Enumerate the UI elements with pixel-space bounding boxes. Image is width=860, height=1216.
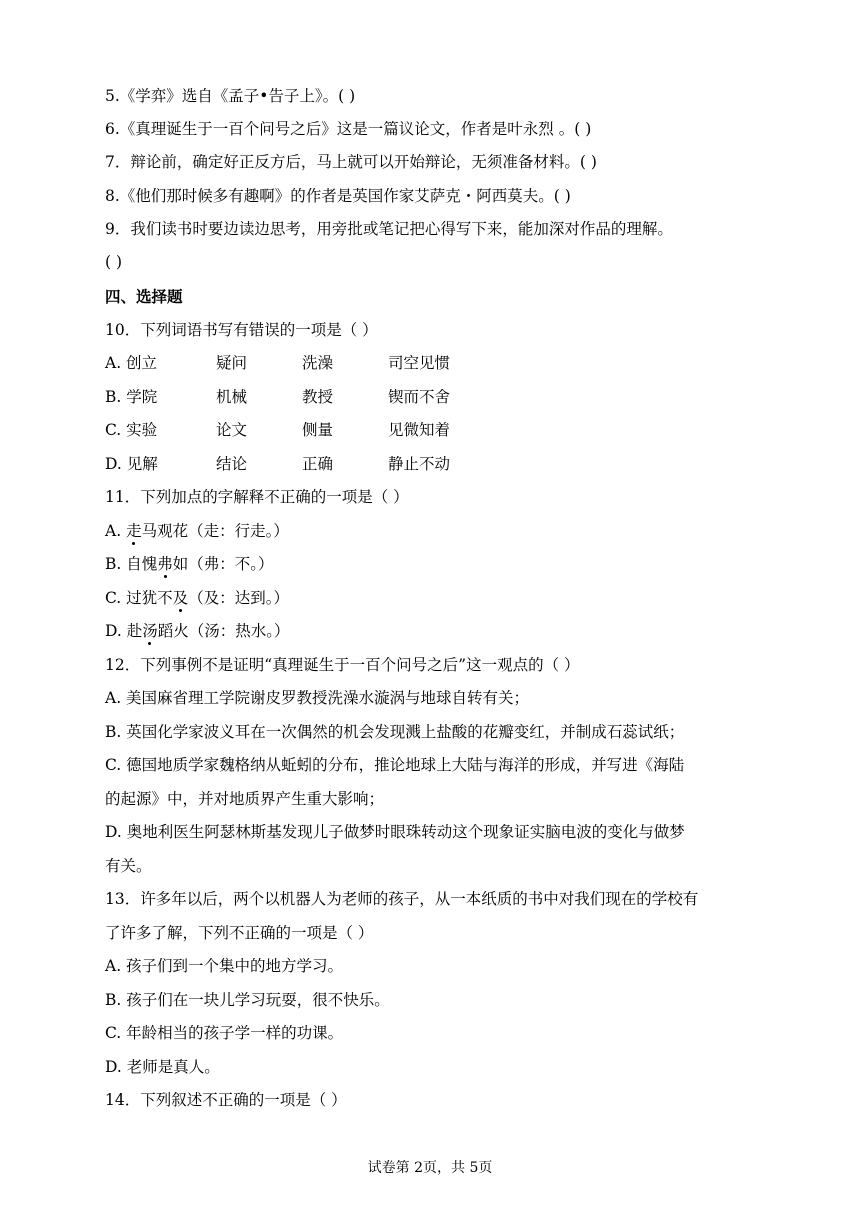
question-10-stem: 10．下列词语书写有错误的一项是（ ）	[105, 321, 378, 339]
question-9: 9．我们读书时要边读边思考，用旁批或笔记把心得写下来，能加深对作品的理解。	[105, 220, 673, 238]
option-prefix: B. 自愧	[105, 555, 158, 573]
question-9-answer-bracket: ( )	[105, 253, 123, 271]
question-12-option-d-line1: D. 奥地利医生阿瑟林斯基发现儿子做梦时眼珠转动这个现象证实脑电波的变化与做梦	[105, 823, 685, 841]
question-12-stem: 12．下列事例不是证明“真理诞生于一百个问号之后”这一观点的（ ）	[105, 656, 580, 674]
option-text: 马观花（走：行走。）	[141, 522, 289, 540]
option-word: A. 创立	[105, 354, 158, 372]
page-footer: 试卷第 2页，共 5页	[367, 1160, 493, 1176]
question-7: 7．辩论前，确定好正反方后，马上就可以开始辩论，无须准备材料。( )	[105, 153, 597, 171]
question-13-stem-line1: 13．许多年以后，两个以机器人为老师的孩子，从一本纸质的书中对我们现在的学校有	[105, 890, 699, 908]
question-12-option-c-line1: C. 德国地质学家魏格纳从蚯蚓的分布，推论地球上大陆与海洋的形成，并写进《海陆	[105, 756, 685, 774]
question-13-option-a: A. 孩子们到一个集中的地方学习。	[105, 957, 344, 975]
dotted-char: 及	[172, 589, 189, 607]
option-word: 疑问	[216, 354, 248, 372]
option-word: 侧量	[302, 421, 334, 439]
question-11-option-b	[105, 554, 274, 574]
option-prefix: A.	[105, 522, 127, 540]
question-6: 6.《真理诞生于一百个问号之后》这是一篇议论文，作者是叶永烈 。( )	[105, 120, 592, 138]
question-12-option-b: B. 英国化学家波义耳在一次偶然的机会发现溅上盐酸的花瓣变红，并制成石蕊试纸；	[105, 723, 685, 741]
question-13-option-b: B. 孩子们在一块儿学习玩耍，很不快乐。	[105, 991, 390, 1009]
option-word: 正确	[302, 455, 334, 473]
question-14-stem: 14．下列叙述不正确的一项是（ ）	[105, 1091, 347, 1109]
question-12-option-c-line2: 的起源》中，并对地质界产生重大影响；	[105, 790, 385, 808]
option-word: 论文	[216, 421, 248, 439]
dotted-char: 走	[126, 522, 142, 540]
option-prefix: D. 赴	[105, 622, 143, 640]
option-text: 如（弗：不。）	[172, 555, 274, 573]
option-word: 司空见惯	[388, 354, 451, 372]
option-word: 结论	[216, 455, 248, 473]
question-5: 5.《学弈》选自《孟子•告子上》。( )	[105, 87, 356, 105]
option-word: D. 见解	[105, 455, 158, 473]
option-prefix: C. 过犹不	[105, 589, 173, 607]
question-12-option-d-line2: 有关。	[105, 857, 152, 875]
question-13-option-d: D. 老师是真人。	[105, 1058, 220, 1076]
dotted-char: 弗	[157, 555, 173, 573]
question-11-option-a	[105, 521, 289, 541]
question-12-option-a: A. 美国麻省理工学院谢皮罗教授洗澡水漩涡与地球自转有关；	[105, 689, 530, 707]
option-word: 机械	[216, 388, 248, 406]
dotted-char: 汤	[142, 622, 158, 640]
option-word: 见微知着	[388, 421, 451, 439]
section-heading: 四、选择题	[105, 287, 183, 306]
option-word: 洗澡	[302, 354, 334, 372]
question-11-stem: 11．下列加点的字解释不正确的一项是（ ）	[105, 488, 409, 506]
question-8: 8.《他们那时候多有趣啊》的作者是英国作家艾萨克・阿西莫夫。( )	[105, 187, 571, 205]
option-word: 教授	[302, 388, 334, 406]
question-11-option-d	[105, 621, 290, 641]
option-word: 静止不动	[388, 455, 451, 473]
option-text: （及：达到。）	[188, 589, 289, 607]
question-13-option-c: C. 年龄相当的孩子学一样的功课。	[105, 1024, 344, 1042]
option-word: 锲而不舍	[388, 388, 451, 406]
question-13-stem-line2: 了许多了解，下列不正确的一项是（ ）	[105, 924, 374, 942]
option-word: C. 实验	[105, 421, 158, 439]
option-text: 蹈火（汤：热水。）	[157, 622, 290, 640]
option-word: B. 学院	[105, 388, 158, 406]
question-11-option-c	[105, 588, 289, 608]
